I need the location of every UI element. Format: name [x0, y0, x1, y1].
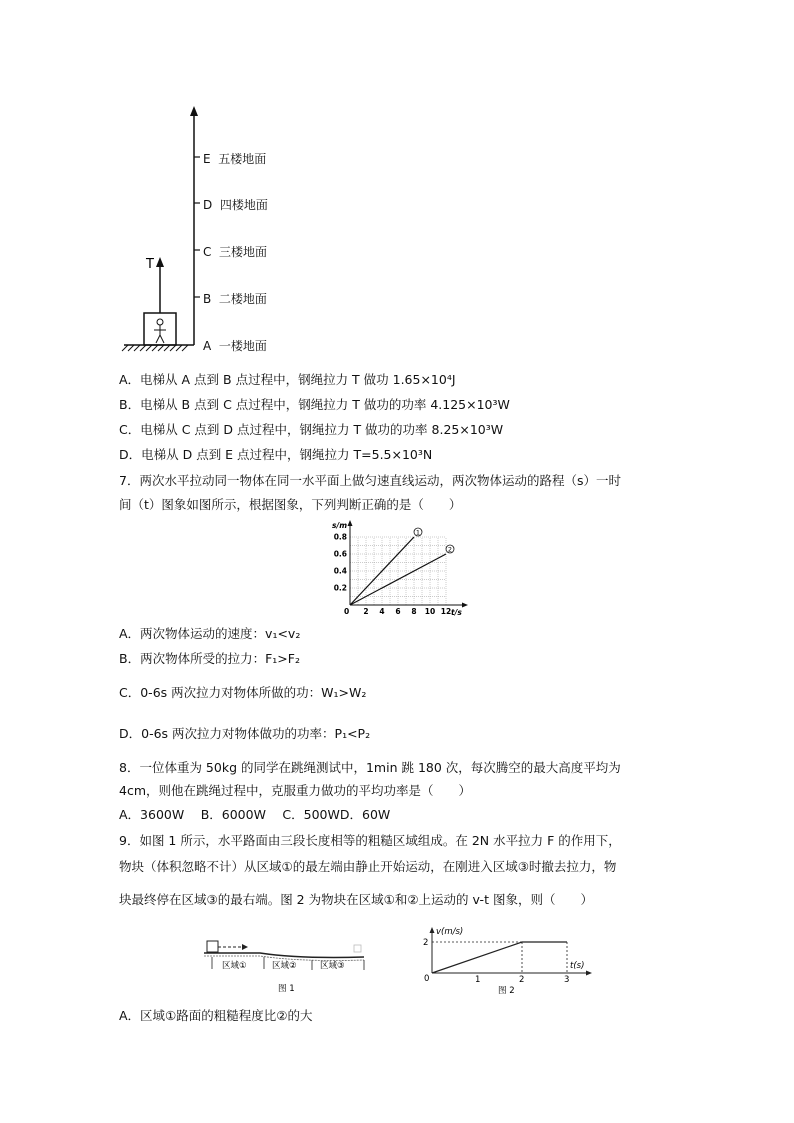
x-tick-label: 12: [440, 607, 452, 616]
origin-label: 0: [424, 974, 430, 984]
figure-1-caption: 图 1: [278, 984, 295, 994]
q6-option-b: B．电梯从 B 点到 C 点过程中，钢绳拉力 T 做功的功率 4.125×10³W: [119, 397, 510, 412]
v-axis-label: v(m/s): [436, 927, 464, 937]
q8-options: A．3600W B．6000W C．500WD．60W: [119, 807, 391, 822]
y-tick-label: 0.4: [333, 566, 347, 576]
tension-arrow-head-icon: [156, 257, 164, 267]
axis-arrow-icon: [190, 106, 198, 116]
floor-label-c: C 三楼地面: [203, 245, 268, 259]
q6-option-c: C．电梯从 C 点到 D 点过程中，钢绳拉力 T 做功的功率 8.25×10³W: [119, 422, 504, 437]
y-tick-label: 0.6: [333, 549, 347, 559]
q7-stem-line1: 7．两次水平拉动同一物体在同一水平面上做匀速直线运动，两次物体运动的路程（s）一时: [119, 473, 621, 488]
x-tick-label: 8: [411, 607, 417, 616]
zone-1-label: 区域①: [222, 961, 247, 971]
t-tick-1: 1: [475, 975, 481, 985]
q6-option-a: A．电梯从 A 点到 B 点过程中，钢绳拉力 T 做功 1.65×10⁴J: [119, 372, 456, 387]
elevator-figure: [118, 100, 298, 360]
q7-option-a: A．两次物体运动的速度：v₁<v₂: [119, 626, 301, 641]
zone-3-label: 区域③: [320, 961, 345, 971]
q7-option-c: C．0-6s 两次拉力对物体所做的功：W₁>W₂: [119, 685, 367, 700]
q9-figure-2: [420, 925, 596, 997]
q8-stem-line2: 4cm，则他在跳绳过程中，克服重力做功的平均功率是（ ）: [119, 783, 472, 798]
zone-2-label: 区域②: [272, 961, 297, 971]
st-chart: [330, 518, 470, 618]
y-tick-label: 0.8: [333, 532, 347, 542]
q6-option-d: D．电梯从 D 点到 E 点过程中，钢绳拉力 T=5.5×10³N: [119, 447, 433, 462]
x-tick-label: 4: [379, 607, 385, 616]
q9-stem-line1: 9．如图 1 所示，水平路面由三段长度相等的粗糙区域组成。在 2N 水平拉力 F 的作用下，: [119, 833, 621, 848]
v-tick-2: 2: [423, 938, 429, 948]
tension-label: T: [146, 257, 154, 272]
x-tick-label: 10: [424, 607, 436, 616]
floor-label-d: D 四楼地面: [203, 198, 268, 212]
t-tick-3: 3: [564, 975, 570, 985]
t-tick-2: 2: [519, 975, 525, 985]
series-label-1: 1: [415, 528, 421, 537]
y-axis-arrow-icon: [348, 520, 353, 526]
q8-stem-line1: 8．一位体重为 50kg 的同学在跳绳测试中，1min 跳 180 次，每次腾空的最大高度平均为: [119, 760, 621, 775]
y-tick-label: 0.2: [333, 583, 347, 593]
vt-line: [432, 942, 567, 973]
block: [207, 941, 218, 952]
figure-2-caption: 图 2: [498, 986, 515, 996]
q9-stem-line2: 物块（体积忽略不计）从区域①的最左端由静止开始运动，在刚进入区域③时撤去拉力，物: [119, 859, 617, 874]
x-axis-label: t/s: [451, 608, 462, 617]
floor-label-b: B 二楼地面: [203, 292, 267, 306]
q7-option-b: B．两次物体所受的拉力：F₁>F₂: [119, 651, 300, 666]
q7-stem-line2: 间（t）图象如图所示，根据图象，下列判断正确的是（ ）: [119, 497, 462, 512]
floor-label-e: E 五楼地面: [203, 152, 267, 166]
v-axis-arrow-icon: [430, 927, 435, 933]
floor-label-a: A 一楼地面: [203, 339, 267, 353]
person-icon: [154, 319, 166, 343]
t-axis-label: t(s): [570, 961, 585, 971]
series-label-2: 2: [447, 545, 453, 554]
x-tick-label: 2: [363, 607, 369, 616]
x-axis-arrow-icon: [462, 603, 468, 608]
q9-figure-1: [200, 935, 376, 997]
t-axis-arrow-icon: [586, 971, 592, 976]
q9-option-a: A．区域①路面的粗糙程度比②的大: [119, 1008, 313, 1023]
y-axis-label: s/m: [332, 521, 348, 530]
q7-option-d: D．0-6s 两次拉力对物体做功的功率：P₁<P₂: [119, 726, 371, 741]
x-tick-label: 6: [395, 607, 401, 616]
origin-label: 0: [344, 607, 350, 616]
force-arrow-head-icon: [242, 944, 248, 950]
road-surface: [204, 953, 364, 958]
q9-stem-line3: 块最终停在区域③的最右端。图 2 为物块在区域①和②上运动的 v-t 图象，则（ ）: [119, 892, 593, 907]
